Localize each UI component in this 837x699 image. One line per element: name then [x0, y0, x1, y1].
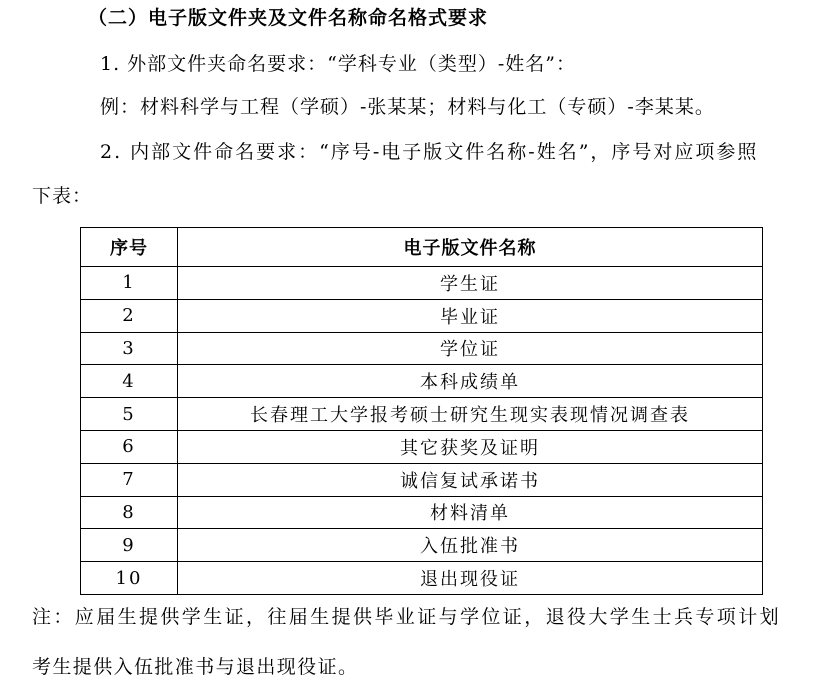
table-row	[81, 463, 763, 496]
row-number: 3	[81, 332, 178, 365]
table-row	[81, 430, 763, 463]
column-header-number: 序号	[81, 228, 178, 267]
note-line-2: 考生提供入伍批准书与退出现役证。	[32, 656, 359, 678]
table-row	[81, 562, 763, 595]
table-row	[81, 398, 763, 431]
table-row	[81, 365, 763, 398]
table-row	[81, 529, 763, 562]
row-number: 9	[81, 529, 178, 562]
file-naming-rule-continued: 下表：	[32, 185, 93, 207]
table-row	[81, 299, 763, 332]
row-file-name: 退出现役证	[178, 562, 763, 595]
file-name-table	[80, 227, 763, 595]
row-file-name: 材料清单	[178, 496, 763, 529]
file-naming-rule: 2. 内部文件命名要求：“序号-电子版文件名称-姓名”，序号对应项参照	[100, 141, 759, 163]
row-number: 8	[81, 496, 178, 529]
row-file-name: 本科成绩单	[178, 365, 763, 398]
row-number: 7	[81, 463, 178, 496]
row-file-name: 诚信复试承诺书	[178, 463, 763, 496]
table-row	[81, 267, 763, 300]
row-file-name: 毕业证	[178, 299, 763, 332]
row-file-name: 入伍批准书	[178, 529, 763, 562]
row-file-name: 学生证	[178, 267, 763, 300]
folder-naming-example: 例：材料科学与工程（学硕）-张某某；材料与化工（专硕）-李某某。	[100, 96, 715, 118]
row-number: 4	[81, 365, 178, 398]
row-file-name: 其它获奖及证明	[178, 430, 763, 463]
section-heading: （二）电子版文件夹及文件名称命名格式要求	[88, 7, 489, 29]
row-number: 5	[81, 398, 178, 431]
row-number: 2	[81, 299, 178, 332]
row-number: 1	[81, 267, 178, 300]
table-row	[81, 332, 763, 365]
row-number: 10	[81, 562, 178, 595]
note-line-1: 注：应届生提供学生证，往届生提供毕业证与学位证，退役大学生士兵专项计划	[32, 606, 782, 628]
table-row	[81, 496, 763, 529]
row-number: 6	[81, 430, 178, 463]
table-header-row	[81, 228, 763, 267]
row-file-name: 长春理工大学报考硕士研究生现实表现情况调查表	[178, 398, 763, 431]
column-header-file-name: 电子版文件名称	[178, 228, 763, 267]
folder-naming-rule: 1. 外部文件夹命名要求：“学科专业（类型）-姓名”：	[100, 53, 577, 75]
row-file-name: 学位证	[178, 332, 763, 365]
